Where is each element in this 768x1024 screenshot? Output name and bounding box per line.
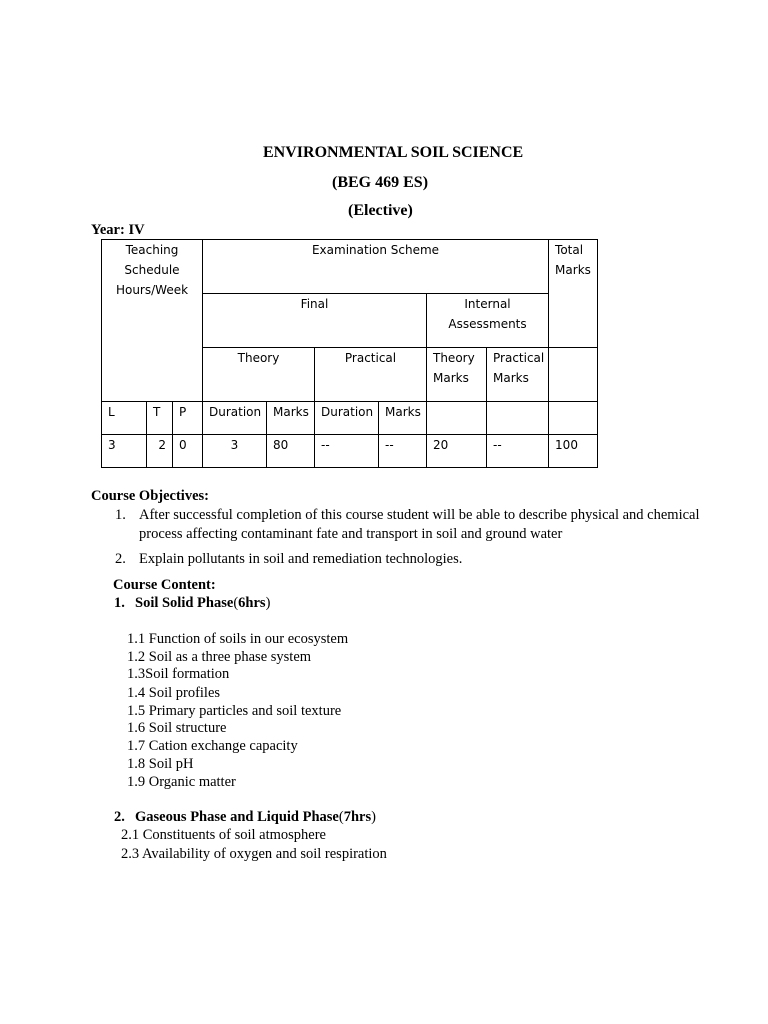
course-code: (BEG 469 ES) xyxy=(332,174,429,191)
course-title: ENVIRONMENTAL SOIL SCIENCE xyxy=(263,144,524,161)
teaching-schedule-header: Teaching Schedule Hours/Week xyxy=(102,240,203,402)
practical-header: Practical xyxy=(315,348,427,402)
value-internal-theory: 20 xyxy=(427,435,487,468)
section-number: 2. xyxy=(114,809,125,825)
empty-cell xyxy=(487,402,549,435)
value-total: 100 xyxy=(549,435,598,468)
value-theory-marks: 80 xyxy=(267,435,315,468)
empty-cell xyxy=(549,402,598,435)
section-heading: Soil Solid Phase(6hrs) xyxy=(135,595,271,611)
content-item: 2.1 Constituents of soil atmosphere xyxy=(121,827,326,843)
objectives-heading: Course Objectives: xyxy=(91,488,209,504)
value-p: 0 xyxy=(173,435,203,468)
practical-marks-header: Practical Marks xyxy=(487,348,549,402)
content-item: 1.3Soil formation xyxy=(127,666,230,682)
content-item: 1.2 Soil as a three phase system xyxy=(127,649,312,665)
content-item: 1.7 Cation exchange capacity xyxy=(127,738,298,754)
objective-text: process affecting contaminant fate and transport in soil and ground water xyxy=(139,526,563,542)
objective-number: 1. xyxy=(115,507,126,523)
examination-scheme-table xyxy=(101,239,598,468)
col-l: L xyxy=(102,402,147,435)
content-item: 1.1 Function of soils in our ecosystem xyxy=(127,631,349,647)
value-internal-practical: -- xyxy=(487,435,549,468)
year-label: Year: IV xyxy=(91,222,145,238)
col-t: T xyxy=(147,402,173,435)
col-practical-marks: Marks xyxy=(379,402,427,435)
content-item: 1.6 Soil structure xyxy=(127,720,227,736)
course-type: (Elective) xyxy=(348,202,413,219)
content-item: 1.9 Organic matter xyxy=(127,774,236,790)
col-theory-marks: Marks xyxy=(267,402,315,435)
final-header: Final xyxy=(203,294,427,348)
section-heading: Gaseous Phase and Liquid Phase(7hrs) xyxy=(135,809,376,825)
value-l: 3 xyxy=(102,435,147,468)
value-practical-duration: -- xyxy=(315,435,379,468)
value-practical-marks: -- xyxy=(379,435,427,468)
objective-text: Explain pollutants in soil and remediation technologies. xyxy=(139,551,463,567)
theory-marks-header: Theory Marks xyxy=(427,348,487,402)
content-item: 2.3 Availability of oxygen and soil respiration xyxy=(121,846,387,862)
section-number: 1. xyxy=(114,595,125,611)
objective-text: After successful completion of this course student will be able to describe physical and chemical xyxy=(139,507,700,523)
total-marks-header: Total Marks xyxy=(549,240,598,348)
empty-cell xyxy=(549,348,598,402)
col-theory-duration: Duration xyxy=(203,402,267,435)
examination-scheme-header: Examination Scheme xyxy=(203,240,549,294)
objective-number: 2. xyxy=(115,551,126,567)
col-practical-duration: Duration xyxy=(315,402,379,435)
content-item: 1.5 Primary particles and soil texture xyxy=(127,703,342,719)
internal-assessments-header: Internal Assessments xyxy=(427,294,549,348)
value-t: 2 xyxy=(147,435,173,468)
value-theory-duration: 3 xyxy=(203,435,267,468)
content-item: 1.8 Soil pH xyxy=(127,756,194,772)
theory-header: Theory xyxy=(203,348,315,402)
content-item: 1.4 Soil profiles xyxy=(127,685,221,701)
empty-cell xyxy=(427,402,487,435)
content-heading: Course Content: xyxy=(113,577,216,593)
col-p: P xyxy=(173,402,203,435)
